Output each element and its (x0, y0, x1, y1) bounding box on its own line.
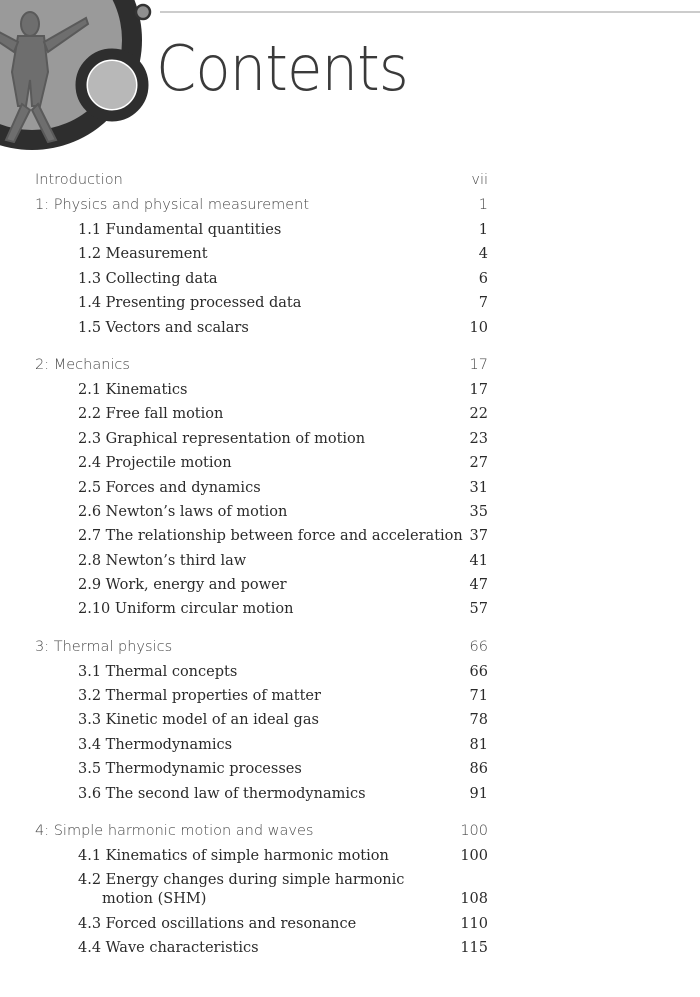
toc-page-number: 7 (478, 295, 488, 311)
toc-entry-title: 2.5 Forces and dynamics (78, 480, 261, 496)
toc-entry-title: 4.3 Forced oscillations and resonance (78, 916, 357, 932)
toc-entry-title: 1: Physics and physical measurement (35, 197, 310, 213)
toc-entry-title: Introduction (35, 172, 123, 188)
toc-page-number: 22 (469, 406, 488, 422)
toc-page-number: 1 (478, 197, 488, 213)
toc-entry-title: 2.7 The relationship between force and acceleration (78, 528, 463, 544)
toc-page-number: 10 (469, 320, 488, 336)
toc-page-number: 81 (469, 737, 488, 753)
toc-entry-title: 3: Thermal physics (35, 639, 173, 655)
page-title: Contents (156, 32, 408, 105)
toc-page-number: 41 (469, 553, 488, 569)
toc-entry-title: 4.1 Kinematics of simple harmonic motion (78, 848, 389, 864)
toc-entry-title: 2.4 Projectile motion (78, 455, 232, 471)
toc-page-number: 27 (469, 455, 488, 471)
toc-entry-title: 2.8 Newton’s third law (78, 553, 247, 569)
toc-page-number: vii (471, 172, 488, 188)
toc-entry-title: 2.9 Work, energy and power (78, 577, 287, 593)
toc-page-number: 108 (460, 891, 488, 907)
toc-entry-title: 2.2 Free fall motion (78, 406, 224, 422)
toc-page-number: 110 (460, 916, 488, 932)
toc-page-number: 57 (469, 601, 488, 617)
toc-page-number: 100 (460, 823, 488, 839)
toc-entry-title: 3.5 Thermodynamic processes (78, 761, 302, 777)
toc-entry-title: motion (SHM) (102, 891, 207, 907)
toc-page-number: 4 (478, 246, 488, 262)
toc-page-number: 47 (469, 577, 488, 593)
toc-entry-title: 4.4 Wave characteristics (78, 940, 259, 956)
toc-page-number: 17 (469, 357, 488, 373)
toc-entry-title: 3.6 The second law of thermodynamics (78, 786, 366, 802)
toc-page-number: 23 (469, 431, 488, 447)
toc-entry-title: 4.2 Energy changes during simple harmonic (78, 872, 405, 888)
toc-entry-title: 1.5 Vectors and scalars (78, 320, 249, 336)
toc-entry-title: 2.1 Kinematics (78, 382, 188, 398)
toc-entry-title: 1.1 Fundamental quantities (78, 222, 282, 238)
toc-page-number: 71 (469, 688, 488, 704)
toc-entry-title: 3.1 Thermal concepts (78, 664, 238, 680)
toc-page-number: 17 (469, 382, 488, 398)
toc-entry-title: 2.3 Graphical representation of motion (78, 431, 366, 447)
toc-entry-title: 1.3 Collecting data (78, 271, 218, 287)
toc-page-number: 91 (469, 786, 488, 802)
toc-page-number: 78 (469, 712, 488, 728)
toc-page-number: 37 (469, 528, 488, 544)
toc-entry-title: 4: Simple harmonic motion and waves (35, 823, 314, 839)
toc-entry-title: 2.6 Newton’s laws of motion (78, 504, 288, 520)
toc-entry-title: 2: Mechanics (35, 357, 130, 373)
toc-entry-title: 3.4 Thermodynamics (78, 737, 233, 753)
toc-page-number: 1 (478, 222, 488, 238)
toc-entry-title: 1.4 Presenting processed data (78, 295, 302, 311)
toc-page-number: 66 (469, 664, 488, 680)
toc-entry-title: 1.2 Measurement (78, 246, 208, 262)
toc-page-number: 6 (478, 271, 488, 287)
toc-entry-title: 3.2 Thermal properties of matter (78, 688, 321, 704)
toc-page-number: 115 (460, 940, 488, 956)
toc-entry-title: 2.10 Uniform circular motion (78, 601, 294, 617)
toc-page-number: 100 (460, 848, 488, 864)
toc-entry-title: 3.3 Kinetic model of an ideal gas (78, 712, 319, 728)
toc-page-number: 31 (469, 480, 488, 496)
toc-page-number: 66 (469, 639, 488, 655)
toc-page-number: 35 (469, 504, 488, 520)
toc-page-number: 86 (469, 761, 488, 777)
